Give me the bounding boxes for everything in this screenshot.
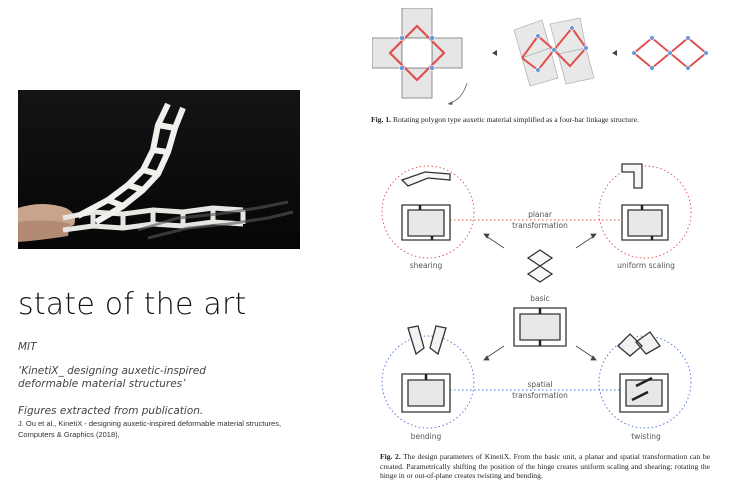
uniform-scaling-label: uniform scaling [617, 261, 675, 270]
figure-1-caption [371, 115, 708, 125]
figure-2-caption-text: The design parameters of KinetiX. From the basic unit, a planar and spatial transformation can be created. Parametrically shifting the position of the hinge creates uniform scaling and shearing; rotating the hinge in or out-of-plane creates twisting and bending. [380, 452, 710, 480]
spatial-label-line1: spatial [527, 380, 553, 389]
four-bar-rotated [514, 18, 594, 86]
uniform-scaling-unit [622, 164, 668, 240]
planar-label-line1: planar [528, 210, 552, 219]
bending-unit [402, 326, 450, 412]
four-bar-final [632, 36, 709, 71]
figure-2 [380, 150, 710, 450]
spatial-label-line2: transformation [512, 391, 568, 400]
figures-note: Figures extracted from publication. [18, 405, 204, 417]
kinetix-photo-illustration [18, 90, 300, 249]
figure-1-caption-text: Rotating polygon type auxetic material simplified as a four-bar linkage structure. [392, 115, 639, 124]
citation: J. Ou et al., KinetiX - designing auxetic-inspired deformable material structures, Computers & Graphics (2018), [18, 419, 282, 439]
shearing-unit [402, 172, 450, 240]
institution: MIT [18, 341, 37, 353]
twisting-unit [618, 332, 668, 412]
slide-title: state of the art [18, 287, 247, 322]
figure-2-diagram [380, 150, 710, 450]
bending-label: bending [410, 432, 442, 441]
figure-1 [372, 8, 712, 108]
basic-label: basic [530, 294, 550, 303]
kinetix-photo [18, 90, 300, 249]
figure-2-label: Fig. 2. [380, 452, 401, 461]
paper-title: ‘KinetiX_ designing auxetic-inspired deformable material structures’ [18, 365, 206, 390]
figure-1-label: Fig. 1. [371, 115, 392, 124]
four-bar-initial [372, 8, 462, 98]
shearing-label: shearing [409, 261, 443, 270]
planar-label-line2: transformation [512, 221, 568, 230]
figure-1-diagram [372, 8, 712, 108]
figure-2-caption [380, 452, 710, 481]
twisting-label: twisting [631, 432, 661, 441]
